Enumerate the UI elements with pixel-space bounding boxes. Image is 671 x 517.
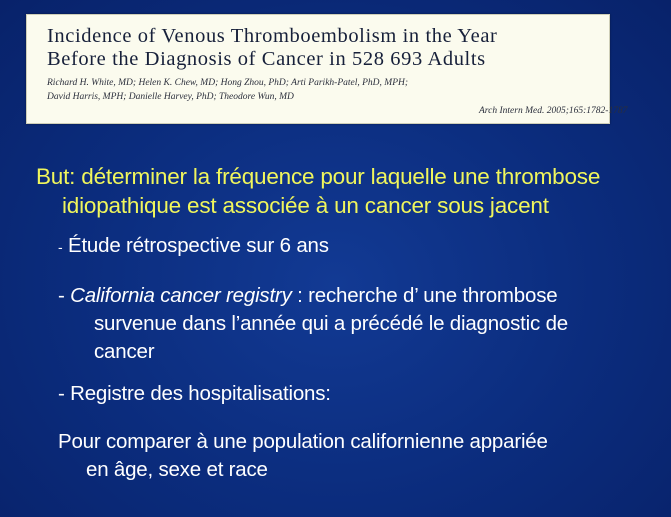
list-item-registry-line-1: : recherche d’ une thrombose — [291, 284, 558, 307]
list-item-hospital-register: - Registre des hospitalisations: — [58, 382, 331, 405]
objective-line-1: But: déterminer la fréquence pour laquelle une thrombose — [36, 164, 601, 189]
article-title — [47, 25, 607, 71]
article-authors-line-1: Richard H. White, MD; Helen K. Chew, MD; Hong Zhou, PhD; Arti Parikh-Patel, PhD, MPH; — [47, 78, 409, 88]
article-title-line-2: Before the Diagnosis of Cancer in 528 693 Adults — [47, 48, 486, 70]
registry-name: California cancer registry — [70, 284, 292, 307]
list-item-study-text: Étude rétrospective sur 6 ans — [62, 234, 329, 257]
list-item-registry-line-3: cancer — [94, 340, 155, 363]
list-item-study — [58, 232, 329, 261]
objective-line-2: idiopathique est associée à un cancer sous jacent — [62, 193, 549, 218]
list-item-comparison-line-1: Pour comparer à une population californienne appariée — [58, 430, 548, 453]
list-item-comparison-line-2: en âge, sexe et race — [86, 458, 268, 481]
journal-reference: Arch Intern Med. 2005;165:1782-1787 — [479, 106, 628, 116]
list-item-registry-line-2: survenue dans l’année qui a précédé le diagnostic de — [94, 312, 568, 335]
bullet-dash: - — [58, 239, 63, 255]
objective-text — [36, 162, 646, 220]
article-citation-box — [26, 14, 628, 124]
list-item-registry — [58, 282, 658, 366]
article-title-line-1: Incidence of Venous Thromboembolism in the Year — [47, 25, 498, 47]
article-authors-line-2: David Harris, MPH; Danielle Harvey, PhD; Theodore Wun, MD — [47, 92, 294, 102]
bullet-dash: - — [58, 284, 71, 307]
article-authors — [47, 76, 427, 104]
list-item-comparison — [58, 428, 658, 484]
